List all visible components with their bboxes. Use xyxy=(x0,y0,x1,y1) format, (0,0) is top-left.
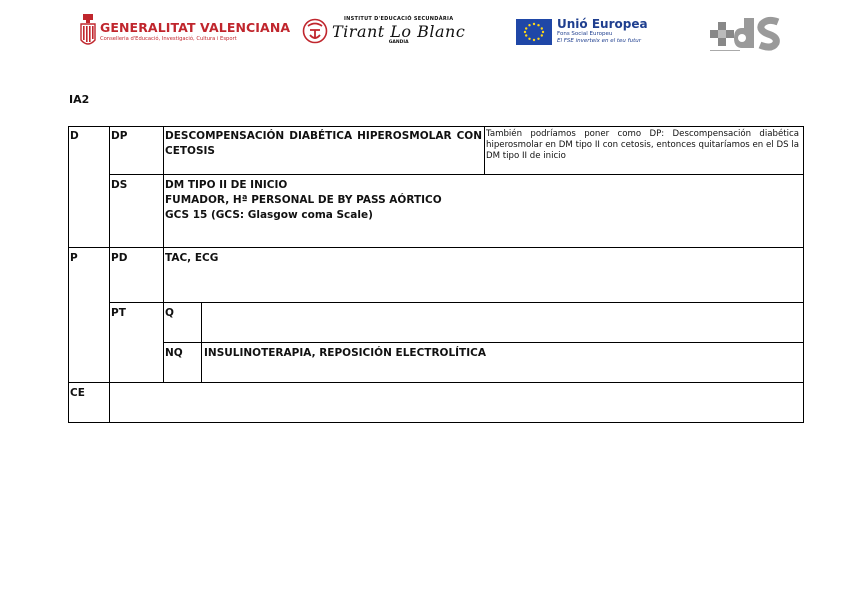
eu-name: Unió Europea xyxy=(557,17,648,31)
dp-diagnosis: DESCOMPENSACIÓN DIABÉTICA HIPEROSMOLAR CON CETOSIS xyxy=(165,130,482,157)
generalitat-name: GENERALITAT VALENCIANA xyxy=(100,20,291,35)
section-p-label: P xyxy=(70,252,78,264)
pd-tests: TAC, ECG xyxy=(165,252,219,264)
nq-label: NQ xyxy=(165,347,183,359)
eu-fund: Fons Social Europeu xyxy=(557,31,613,37)
document-title: IA2 xyxy=(69,93,90,106)
table-border-line xyxy=(68,126,69,423)
ds-label: DS xyxy=(111,179,128,191)
ds-diagnoses xyxy=(164,176,784,223)
ce-content xyxy=(110,384,800,386)
school-name: Tirant Lo Blanc xyxy=(332,22,466,41)
dp-label: DP xyxy=(111,130,128,142)
q-treatment xyxy=(203,304,803,306)
school-city: GANDIA xyxy=(388,40,409,45)
table-border-line xyxy=(68,422,804,423)
ds-line: GCS 15 (GCS: Glasgow coma Scale) xyxy=(165,209,373,221)
dp-note: También podríamos poner como DP: Descompensación diabética hiperosmolar en DM tipo II con cetosis, entonces quitaríamos en el DS la DM tipo II de inicio xyxy=(486,129,799,161)
ds-line: FUMADOR, Hª PERSONAL DE BY PASS AÓRTICO xyxy=(165,194,442,206)
pd-label: PD xyxy=(111,252,128,264)
generalitat-department: Conselleria d'Educació, Investigació, Cultura i Esport xyxy=(100,36,237,42)
section-ce-label: CE xyxy=(70,387,85,399)
school-type: INSTITUT D'EDUCACIÓ SECUNDÀRIA xyxy=(343,16,454,22)
table-grid-line xyxy=(109,126,110,423)
pt-label: PT xyxy=(111,307,126,319)
table-border-line xyxy=(803,126,804,423)
nq-treatment: INSULINOTERAPIA, REPOSICIÓN ELECTROLÍTICA xyxy=(204,347,486,359)
eu-motto: El FSE inverteix en el teu futur xyxy=(557,38,641,44)
ds-line: DM TIPO II DE INICIO xyxy=(165,179,288,191)
section-d-label: D xyxy=(70,130,79,142)
q-label: Q xyxy=(165,307,174,319)
